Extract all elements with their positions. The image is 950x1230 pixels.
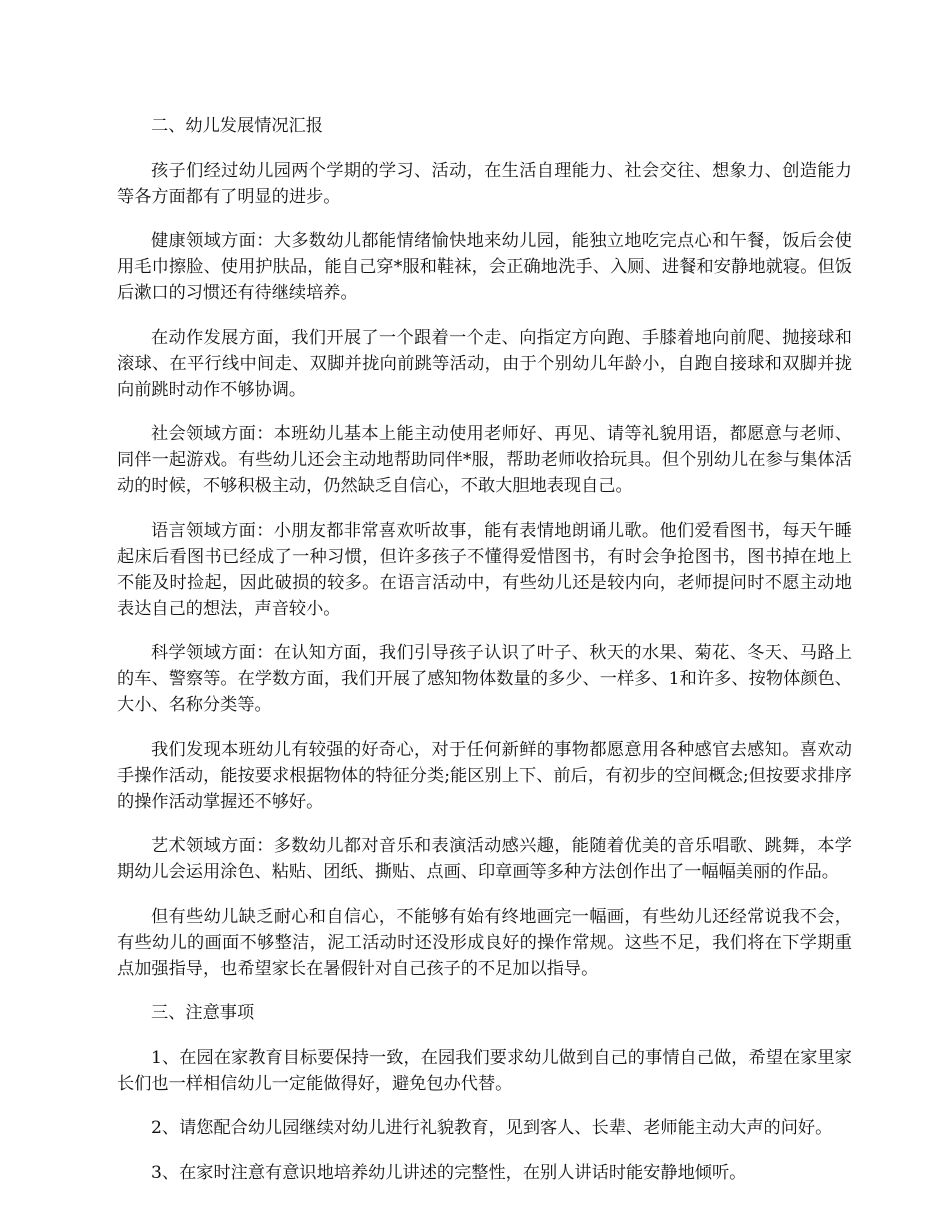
note-item-3: 3、在家时注意有意识地培养幼儿讲述的完整性，在别人讲话时能安静地倾听。: [151, 1162, 747, 1183]
paragraph-art: 艺术领域方面：多数幼儿都对音乐和表演活动感兴趣，能随着优美的音乐唱歌、跳舞，本学期幼儿会运用涂色、粘贴、团纸、撕贴、点画、印章画等多种方法创作出了一幅幅美丽的作品。: [117, 836, 852, 882]
document-page: [117, 113, 852, 1204]
section-heading-development: 二、幼儿发展情况汇报: [151, 116, 323, 136]
note-item-1: 1、在园在家教育目标要保持一致，在园我们要求幼儿做到自己的事情自己做，希望在家里家长们也一样相信幼儿一定能做得好，避免包办代替。: [117, 1047, 852, 1094]
section-heading-notes: 三、注意事项: [151, 1003, 255, 1023]
paragraph-science: 科学领域方面：在认知方面，我们引导孩子认识了叶子、秋天的水果、菊花、冬天、马路上的车、警察等。在学数方面，我们开展了感知物体数量的多少、一样多、1和许多、按物体颜色、大小、名称分类等。: [117, 643, 852, 715]
paragraph-motor: 在动作发展方面，我们开展了一个跟着一个走、向指定方向跑、手膝着地向前爬、抛接球和滚球、在平行线中间走、双脚并拢向前跳等活动，由于个别幼儿年龄小，自跑自接球和双脚并拢向前跳时动作不够协调。: [117, 327, 852, 400]
paragraph-health: 健康领域方面：大多数幼儿都能情绪愉快地来幼儿园，能独立地吃完点心和午餐，饭后会使用毛巾擦脸、使用护肤品，能自己穿*服和鞋袜，会正确地洗手、入厕、进餐和安静地就寝。但饭后漱口的习惯还有待继续培养。: [117, 231, 852, 303]
paragraph-shortcomings: 但有些幼儿缺乏耐心和自信心，不能够有始有终地画完一幅画，有些幼儿还经常说我不会，有些幼儿的画面不够整洁，泥工活动时还没形成良好的操作常规。这些不足，我们将在下学期重点加强指导，也希望家长在暑假针对自己孩子的不足加以指导。: [117, 906, 852, 979]
paragraph-intro: 孩子们经过幼儿园两个学期的学习、活动，在生活自理能力、社会交往、想象力、创造能力等各方面都有了明显的进步。: [117, 160, 852, 207]
paragraph-curiosity: 我们发现本班幼儿有较强的好奇心，对于任何新鲜的事物都愿意用各种感官去感知。喜欢动手操作活动，能按要求根据物体的特征分类;能区别上下、前后，有初步的空间概念;但按要求排序的操作活动掌握还不够好。: [117, 739, 852, 812]
paragraph-social: 社会领域方面：本班幼儿基本上能主动使用老师好、再见、请等礼貌用语，都愿意与老师、同伴一起游戏。有些幼儿还会主动地帮助同伴*服，帮助老师收拾玩具。但个别幼儿在参与集体活动的时候，不够积极主动，仍然缺乏自信心，不敢大胆地表现自己。: [117, 424, 852, 496]
paragraph-language: 语言领域方面：小朋友都非常喜欢听故事，能有表情地朗诵儿歌。他们爱看图书，每天午睡起床后看图书已经成了一种习惯，但许多孩子不懂得爱惜图书，有时会争抢图书，图书掉在地上不能及时捡起，因此破损的较多。在语言活动中，有些幼儿还是较内向，老师提问时不愿主动地表达自己的想法，声音较小。: [117, 520, 852, 619]
note-item-2: 2、请您配合幼儿园继续对幼儿进行礼貌教育，见到客人、长辈、老师能主动大声的问好。: [151, 1118, 833, 1138]
